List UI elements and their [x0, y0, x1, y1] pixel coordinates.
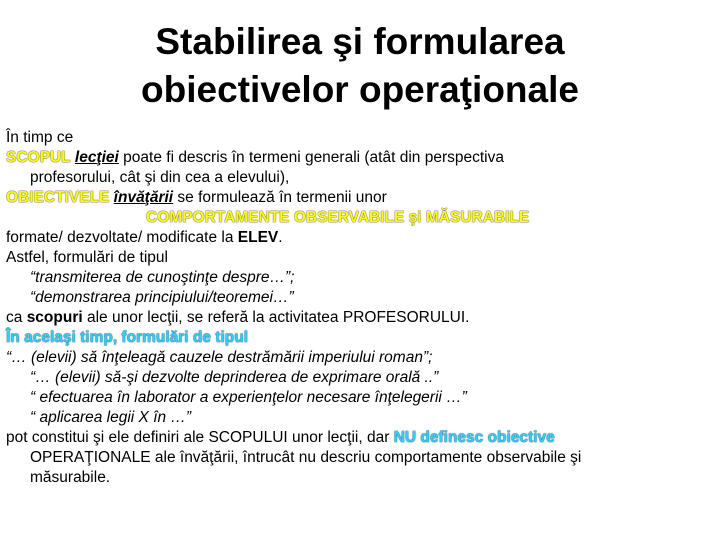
- text: ca: [6, 309, 27, 326]
- body-line: [6, 128, 714, 148]
- title-line-2: obiectivelor operaţionale: [141, 69, 579, 110]
- body-line: [6, 228, 714, 248]
- objectives-keyword: OBIECTIVELE: [6, 189, 110, 206]
- body-line: [6, 388, 714, 408]
- body-line: [6, 448, 714, 468]
- body-line: [6, 188, 714, 208]
- slide-body: [6, 128, 714, 488]
- text: poate fi descris în termeni generali (atât din perspectiva: [118, 149, 504, 166]
- body-line: [6, 468, 714, 488]
- scope-keyword: SCOPUL: [6, 149, 71, 166]
- text: “ efectuarea în laborator a experienţelor necesare înţelegerii …”: [30, 389, 467, 406]
- text: “transmiterea de cunoştinţe despre…”;: [30, 269, 295, 286]
- lesson-word: lecţiei: [74, 149, 119, 166]
- learning-word: învăţării: [113, 189, 174, 206]
- body-line: [6, 248, 714, 268]
- text: .: [278, 229, 283, 246]
- body-line: [6, 268, 714, 288]
- behaviors-keyword: COMPORTAMENTE OBSERVABILE şi MĂSURABILE: [146, 209, 530, 226]
- body-line: [6, 208, 714, 228]
- text: profesorului, cât şi din cea a elevului),: [30, 169, 290, 186]
- body-line: [6, 408, 714, 428]
- body-line: [6, 168, 714, 188]
- scopes-word: scopuri: [26, 309, 83, 326]
- body-line: [6, 308, 714, 328]
- text: “demonstrarea principiului/teoremei…”: [30, 289, 294, 306]
- title-line-1: Stabilirea şi formularea: [155, 21, 565, 62]
- text: OPERAŢIONALE ale învăţării, întrucât nu descriu comportamente observabile şi: [30, 449, 582, 466]
- body-line: [6, 288, 714, 308]
- text: pot constitui şi ele definiri ale SCOPULUI unor lecţii, dar: [6, 429, 394, 446]
- not-define-keyword: NU definesc obiective: [393, 429, 555, 446]
- text: ale unor lecţii, se referă la activitatea PROFESORULUI.: [82, 309, 470, 326]
- body-line: [6, 328, 714, 348]
- slide-title: [0, 18, 720, 114]
- text: În timp ce: [6, 129, 74, 146]
- text: Astfel, formulări de tipul: [6, 249, 168, 266]
- text: se formulează în termenii unor: [173, 189, 387, 206]
- text: formate/ dezvoltate/ modificate la: [6, 229, 238, 246]
- body-line: [6, 428, 714, 448]
- body-line: [6, 348, 714, 368]
- text: măsurabile.: [30, 469, 111, 486]
- body-line: [6, 148, 714, 168]
- text: “… (elevii) să înţeleagă cauzele destrămării imperiului roman”;: [6, 349, 433, 366]
- same-time-keyword: În acelaşi timp, formulări de tipul: [6, 329, 249, 346]
- text: “… (elevii) să-şi dezvolte deprinderea de exprimare orală ..”: [30, 369, 439, 386]
- text: “ aplicarea legii X în …”: [30, 409, 192, 426]
- student-word: ELEV: [237, 229, 279, 246]
- body-line: [6, 368, 714, 388]
